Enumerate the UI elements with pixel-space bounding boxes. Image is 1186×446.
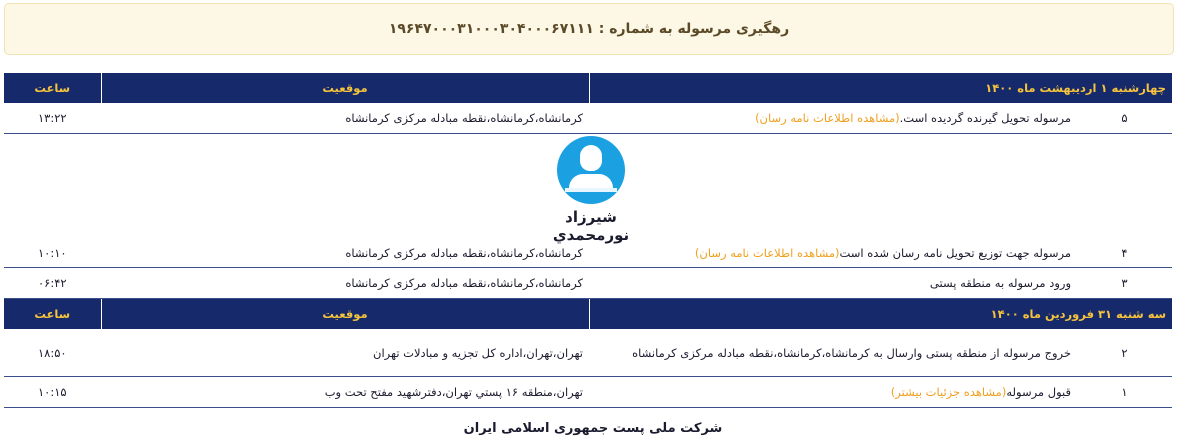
event-time: ۱۳:۲۲ (4, 103, 101, 134)
event-text: قبول مرسوله (1006, 385, 1072, 399)
footer-text: شرکت ملی پست جمهوری اسلامی ایران (463, 421, 723, 436)
table-row (4, 329, 1172, 377)
event-time: ۱۰:۱۵ (4, 377, 101, 408)
tracking-title: رهگیری مرسوله به شماره : ۱۹۶۴۷۰۰۰۳۱۰۰۰۳۰۴۰۰۰۶۷۱۱۱ (388, 21, 790, 37)
courier-info-link[interactable]: (مشاهده اطلاعات نامه رسان) (694, 246, 840, 260)
courier-name: شیرزاد نورمحمدي (552, 208, 630, 244)
event-location: تهران،منطقه ۱۶ پستي تهران،دفترشهید مفتح تحت وب (101, 377, 589, 408)
event-description (589, 377, 1077, 408)
day-date: سه شنبه ۳۱ فروردین ماه ۱۴۰۰ (589, 299, 1172, 330)
event-number: ۳ (1077, 268, 1172, 299)
event-text: خروج مرسوله از منطقه پستی وارسال به کرمانشاه،کرمانشاه،نقطه مبادله مرکزی کرمانشاه (632, 345, 1072, 360)
event-description (589, 134, 1077, 268)
event-number: ۴ (1077, 134, 1172, 268)
event-location: تهران،تهران،اداره کل تجزیه و مبادلات تهران (101, 329, 589, 377)
table-row (4, 103, 1172, 134)
event-text: مرسوله جهت توزیع تحویل نامه رسان شده است (839, 246, 1072, 260)
location-header: موقعیت (101, 73, 589, 103)
event-description (589, 268, 1077, 299)
event-location: کرمانشاه،کرمانشاه،نقطه مبادله مرکزی کرمانشاه (101, 103, 589, 134)
event-number: ۲ (1077, 329, 1172, 377)
event-location: کرمانشاه،کرمانشاه،نقطه مبادله مرکزی کرمانشاه (101, 268, 589, 299)
time-header: ساعت (4, 73, 101, 103)
tracking-banner (4, 3, 1174, 55)
event-time: ۱۸:۵۰ (4, 329, 101, 377)
event-text: مرسوله تحویل گیرنده گردیده است. (899, 111, 1072, 125)
courier-card (526, 136, 656, 244)
more-details-link[interactable]: (مشاهده جزئیات بیشتر) (890, 385, 1007, 399)
user-avatar-icon (557, 136, 625, 204)
time-header: ساعت (4, 299, 101, 330)
day-header-row (4, 299, 1172, 330)
event-description (589, 103, 1077, 134)
location-header: موقعیت (101, 299, 589, 330)
event-time: ۱۰:۱۰ (4, 134, 101, 268)
day-header-row (4, 73, 1172, 103)
day-date: چهارشنبه ۱ اردیبهشت ماه ۱۴۰۰ (589, 73, 1172, 103)
table-row (4, 377, 1172, 408)
event-number: ۵ (1077, 103, 1172, 134)
event-number: ۱ (1077, 377, 1172, 408)
event-location: کرمانشاه،کرمانشاه،نقطه مبادله مرکزی کرمانشاه (101, 134, 589, 268)
event-description (589, 329, 1077, 377)
event-text: ورود مرسوله به منطقه پستی (929, 276, 1072, 290)
courier-info-link[interactable]: (مشاهده اطلاعات نامه رسان) (755, 111, 900, 125)
event-time: ۰۶:۴۲ (4, 268, 101, 299)
table-row (4, 268, 1172, 299)
